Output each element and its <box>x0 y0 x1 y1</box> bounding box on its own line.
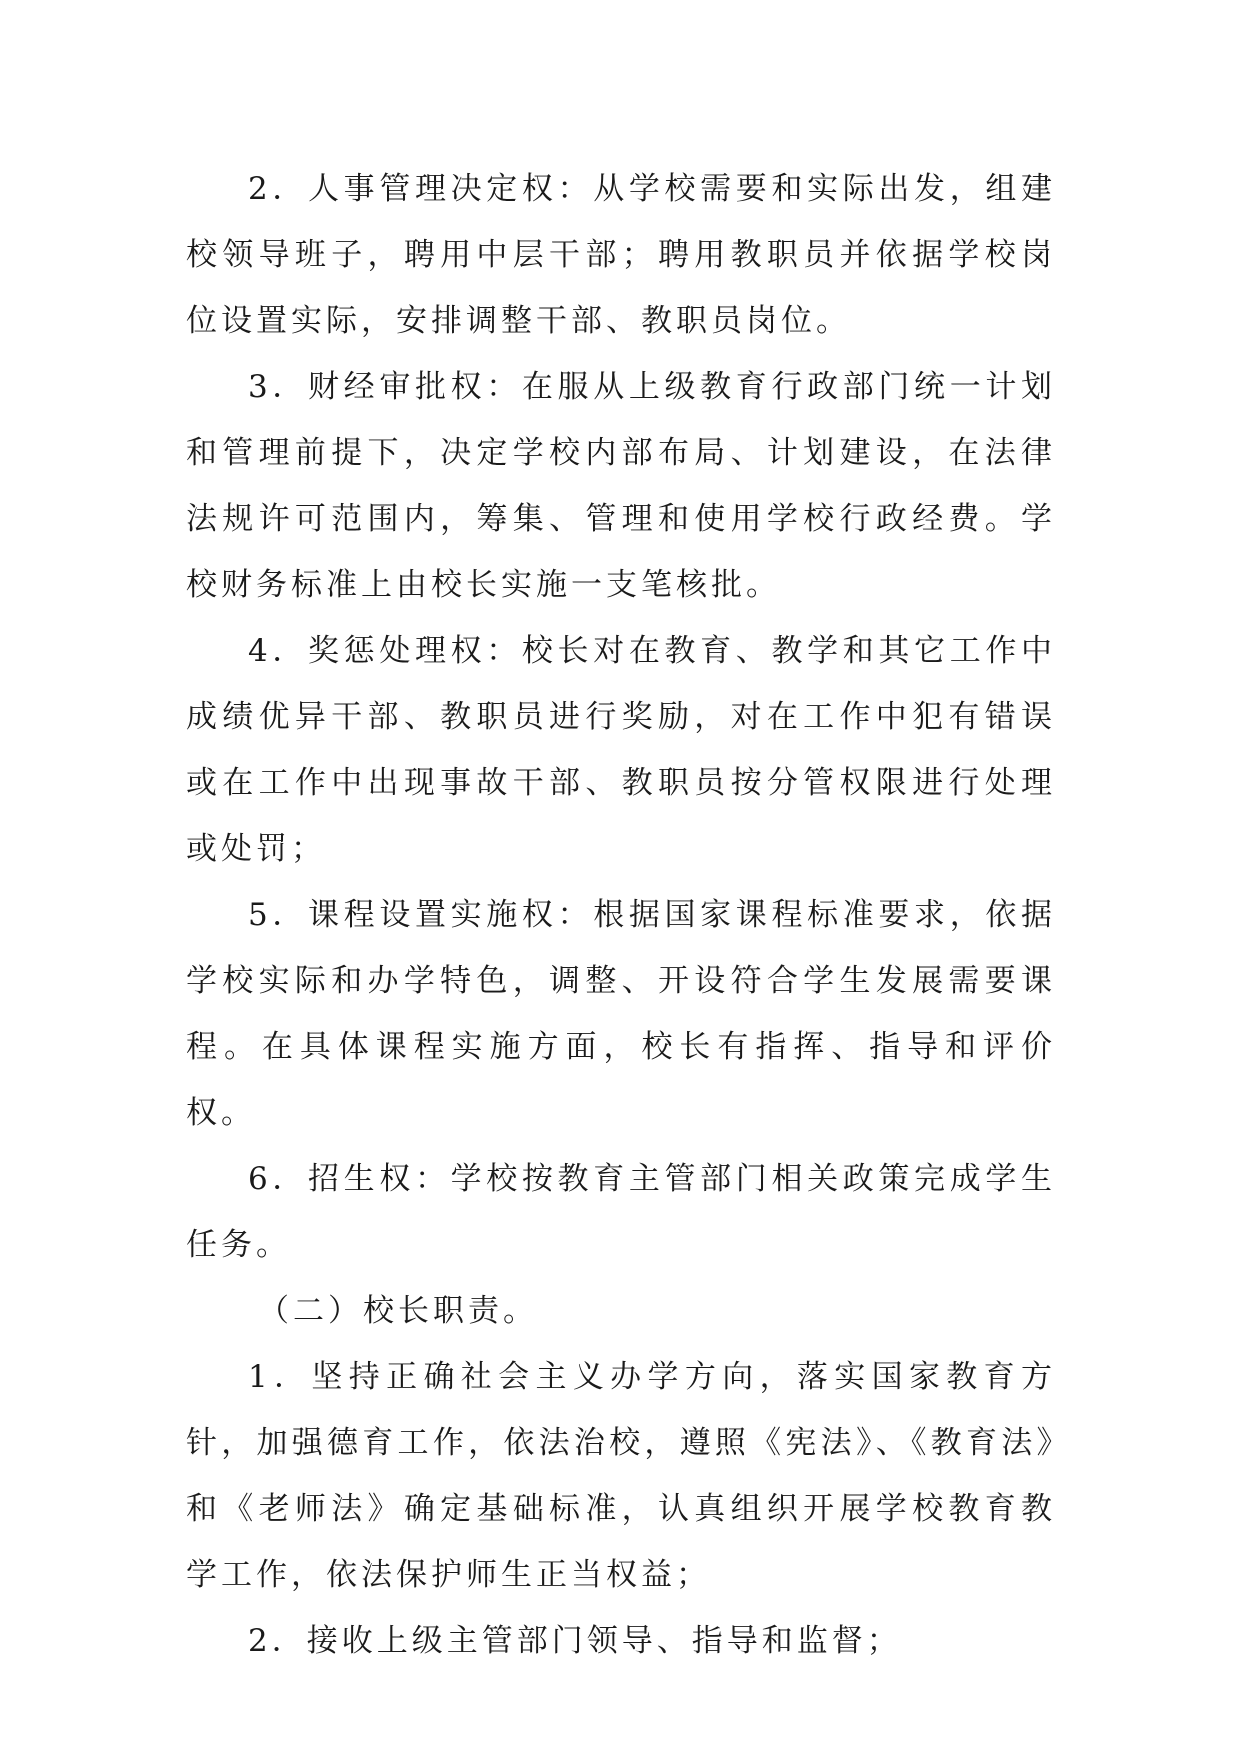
section-heading-principal-duties: （二）校长职责。 <box>258 1293 538 1329</box>
paragraph-duty-1: 1．坚持正确社会主义办学方向，落实国家教育方针，加强德育工作，依法治校，遵照《宪法》、《教育法》和《老师法》确定基础标准，认真组织开展学校教育教学工作，依法保护师生正当权益； <box>186 1359 1056 1593</box>
paragraph-finance-approval: 3．财经审批权：在服从上级教育行政部门统一计划和管理前提下，决定学校内部布局、计划建设，在法律法规许可范围内，筹集、管理和使用学校行政经费。学校财务标准上由校长实施一支笔核批。 <box>186 369 1056 603</box>
paragraph-duty-2: 2．接收上级主管部门领导、指导和监督； <box>248 1623 902 1659</box>
paragraph-personnel-authority: 2．人事管理决定权：从学校需要和实际出发，组建校领导班子，聘用中层干部；聘用教职员并依据学校岗位设置实际，安排调整干部、教职员岗位。 <box>186 171 1056 339</box>
paragraph-reward-punishment: 4．奖惩处理权：校长对在教育、教学和其它工作中成绩优异干部、教职员进行奖励，对在工作中犯有错误或在工作中出现事故干部、教职员按分管权限进行处理或处罚； <box>186 633 1056 867</box>
paragraph-enrollment-authority: 6．招生权：学校按教育主管部门相关政策完成学生任务。 <box>186 1161 1056 1263</box>
paragraph-curriculum-authority: 5．课程设置实施权：根据国家课程标准要求，依据学校实际和办学特色，调整、开设符合学生发展需要课程。在具体课程实施方面，校长有指挥、指导和评价权。 <box>186 897 1056 1131</box>
document-body <box>186 156 1056 1674</box>
